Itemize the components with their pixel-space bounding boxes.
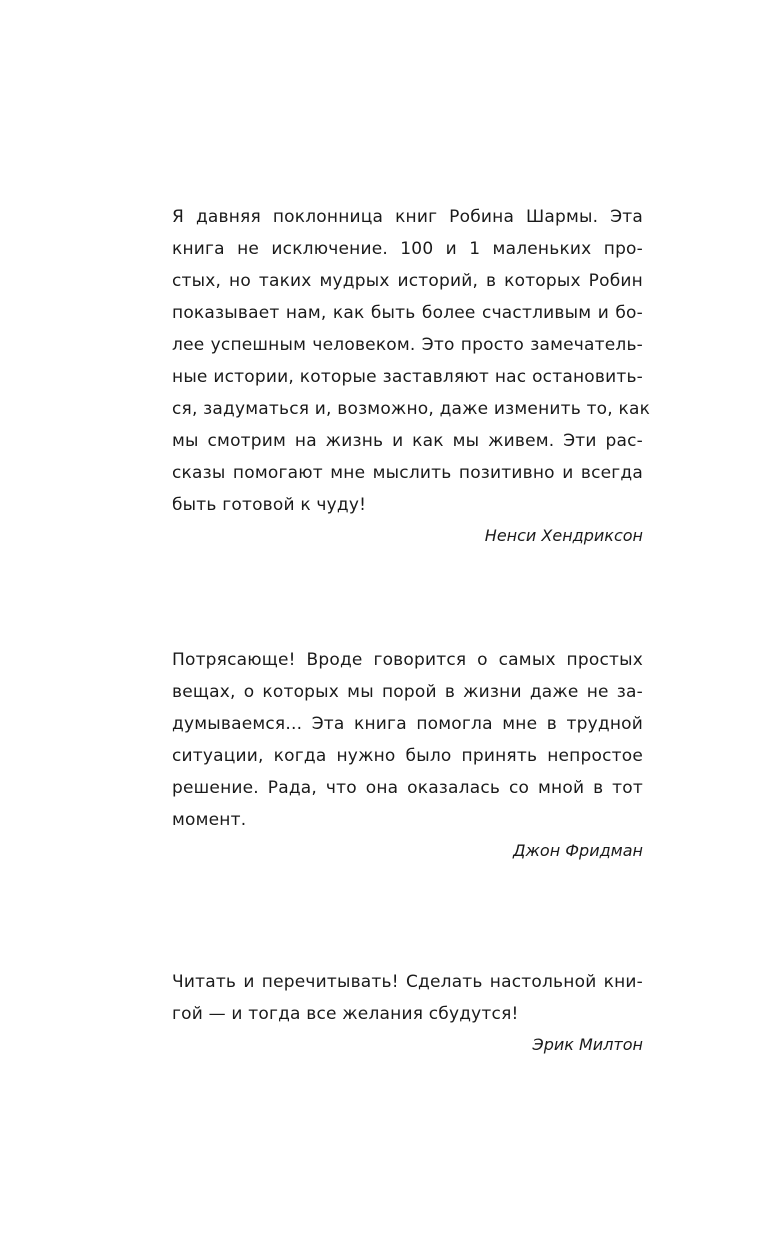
review-text-line: сказы помогают мне мыслить позитивно и всегда bbox=[172, 463, 643, 483]
review-text-line: книга не исключение. 100 и 1 маленьких про- bbox=[172, 239, 643, 259]
review-text-line: гой — и тогда все желания сбудутся! bbox=[172, 1004, 519, 1024]
review-1 bbox=[172, 201, 651, 551]
review-3 bbox=[172, 966, 643, 1060]
review-author: Эрик Милтон bbox=[532, 1035, 643, 1054]
review-text-line: Я давняя поклонница книг Робина Шармы. Эта bbox=[172, 207, 643, 227]
review-author: Джон Фридман bbox=[513, 841, 643, 860]
review-text-line: быть готовой к чуду! bbox=[172, 495, 367, 515]
review-text-line: момент. bbox=[172, 810, 247, 830]
review-text-line: решение. Рада, что она оказалась со мной в тот bbox=[172, 778, 643, 798]
review-text-line: думываемся... Эта книга помогла мне в трудной bbox=[172, 714, 643, 734]
review-text-line: мы смотрим на жизнь и как мы живем. Эти рас- bbox=[172, 431, 643, 451]
review-text-line: Потрясающе! Вроде говорится о самых простых bbox=[172, 650, 643, 670]
review-text-line: показывает нам, как быть более счастливым и бо- bbox=[172, 303, 643, 323]
review-2 bbox=[172, 644, 643, 866]
review-text-line: стых, но таких мудрых историй, в которых Робин bbox=[172, 271, 643, 291]
review-text-line: ся, задуматься и, возможно, даже изменить то, как bbox=[172, 399, 651, 419]
review-text-line: ситуации, когда нужно было принять непростое bbox=[172, 746, 643, 766]
review-text-line: ные истории, которые заставляют нас остановить- bbox=[172, 367, 643, 387]
review-text-line: Читать и перечитывать! Сделать настольной кни- bbox=[172, 972, 643, 992]
review-text-line: вещах, о которых мы порой в жизни даже не за- bbox=[172, 682, 643, 702]
review-author: Ненси Хендриксон bbox=[484, 526, 643, 545]
review-text-line: лее успешным человеком. Это просто замечатель- bbox=[172, 335, 643, 355]
